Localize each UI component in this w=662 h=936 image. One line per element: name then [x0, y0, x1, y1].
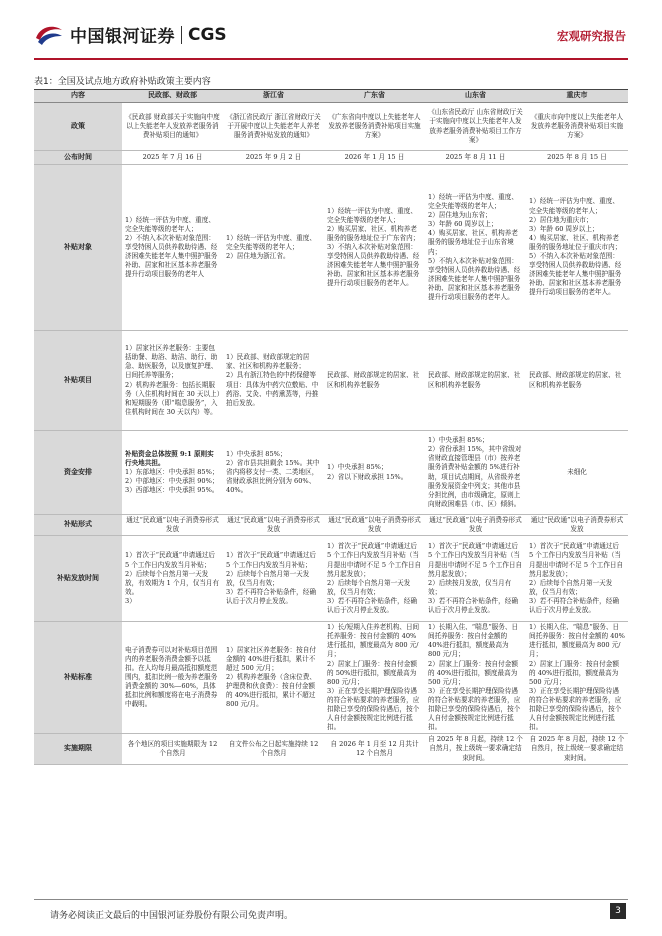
cell-line: 1）首次于“民政通”申请通过后 5 个工作日内发放当月补贴；: [226, 551, 317, 569]
row-header: 补贴形式: [34, 515, 122, 536]
table-cell: [223, 622, 324, 734]
page-header: [0, 0, 662, 58]
cell-line: 5）不纳入本次补贴对象范围：享受特困人员供养救助待遇、经济困难失能老年人集中照护服务补助、居家和社区基本养老服务提升行动项目服务的老年人。: [428, 256, 521, 301]
table-row: [34, 103, 628, 151]
logo-divider: [181, 26, 182, 44]
cell-line: 2）后续按月发放，仅当月有效；: [428, 578, 512, 596]
cell-line: 1）经统一评估为中度、重度、完全失能等级的老年人；: [226, 233, 316, 251]
report-type-label: 宏观研究报告: [557, 29, 626, 43]
table-cell: [223, 165, 324, 331]
column-header: 内容: [34, 90, 122, 103]
table-cell: 《广东省向中度以上失能老年人发放养老服务消费补贴项目实施方案》: [324, 103, 425, 151]
cell-line: 1）经统一评估为中度、重度、完全失能等级的老年人；: [428, 192, 518, 211]
cell-line: 2）后续每个自然月第一天发放，仅当月有效；: [529, 578, 613, 596]
header-rule: [34, 58, 628, 60]
cell-line: 3）正在享受长期护理保险待遇的符合补贴要求的养老服务，应扣除已享受的保险待遇后，按个人自付金额按规定比例进行抵扣。: [428, 686, 521, 732]
cell-line: 1）首次于“民政通”申请通过后 5 个工作日内发放当月补贴（当月提出申请时不足 5 个工作日自然月起发放）；: [327, 542, 422, 578]
cell-line: 1）长/短期入住养老机构、日间托养服务：按自付金额的 40%进行抵扣，额度最高为 800 元/月；: [327, 623, 420, 659]
row-header: 补贴发放时间: [34, 536, 122, 622]
cell-line: 2）机构养老服务（含床位费、护理费和伙食费）：按自付金额的 40%进行抵扣，累计不超过 800 元/月。: [226, 673, 316, 709]
cell-line: 2）居家上门服务：按自付金额的 50%进行抵扣，额度最高为 800 元/月；: [327, 659, 417, 686]
cell-line: 民政部、财政部规定的居家、社区和机构养老服务: [529, 371, 622, 389]
cell-line: 2）居住地为浙江省。: [226, 252, 290, 261]
row-header: 补贴标准: [34, 622, 122, 734]
cell-line: 4）购买居家、社区、机构养老服务的服务地址位于重庆市内；: [529, 233, 622, 251]
table-cell: [425, 165, 526, 331]
table-cell: 通过“民政通”以电子消费券形式发放: [122, 515, 223, 536]
cell-line: 2）居住地为重庆市；: [529, 215, 593, 224]
column-header: 浙江省: [223, 90, 324, 103]
policy-table-container: [34, 89, 628, 765]
table-cell: 通过“民政通”以电子消费券形式发放: [425, 515, 526, 536]
footer-disclaimer: 请务必阅读正文最后的中国银河证券股份有限公司免责声明。: [50, 911, 294, 921]
table-cell: 2025 年 9 月 2 日: [223, 151, 324, 165]
row-header: 公布时间: [34, 151, 122, 165]
company-logo: [34, 22, 227, 47]
table-cell: 自文件公布之日起实施持续 12 个自然月: [223, 734, 324, 764]
table-row: [34, 515, 628, 536]
table-cell: [526, 536, 628, 622]
cell-line: 2）居住地为山东省；: [428, 211, 492, 220]
table-cell: [324, 165, 425, 331]
cell-line: 1）首次于“民政通”申请通过后 5 个工作日内发放当月补贴（当月提出申请时不足 5 个工作日自然月起发放）；: [428, 542, 523, 578]
cell-line: 1）长期入住、“喘息”服务、日间托养服务：按自付金额的 40%进行抵扣，额度最高为 800 元/月；: [428, 623, 519, 659]
cell-line: 2）省份承担 15%，其中省级对省财政直接管理县（市）按养老服务消费补贴金额的 5%进行补助，项目试点期间，从省级养老服务发展资金中列支；其他市县分担比例，由市级确定，原则上向财政困难县（市、区）倾斜。: [428, 445, 522, 508]
policy-table: [34, 89, 628, 765]
cell-line: 3）年龄 60 周岁以上；: [428, 220, 498, 229]
table-cell: 自 2026 年 1 月至 12 月共计 12 个自然月: [324, 734, 425, 764]
table-cell: [223, 431, 324, 515]
table-cell: 《浙江省民政厅 浙江省财政厅关于开展中度以上失能老年人养老服务消费补贴发放的通知》: [223, 103, 324, 151]
table-cell: [324, 536, 425, 622]
cell-line: 2）居家上门服务：按自付金额的 40%进行抵扣，额度最高为 500 元/月；: [428, 659, 518, 686]
table-cell: [324, 622, 425, 734]
table-cell: 《山东省民政厅 山东省财政厅关于实施向中度以上失能老年人发放养老服务消费补贴项目工作方案》: [425, 103, 526, 151]
table-cell: 2026 年 1 月 15 日: [324, 151, 425, 165]
cell-line: 1）经统一评估为中度、重度、完全失能等级的老年人；: [529, 197, 619, 215]
cell-line: 1）长期入住、“喘息”服务、日间托养服务：按自付金额的 40%进行抵扣，额度最高为 800 元/月；: [529, 623, 625, 659]
cell-line: 1）经统一评估为中度、重度、完全失能等级的老年人；: [327, 206, 417, 224]
table-cell: [122, 331, 223, 431]
cell-line: 民政部、财政部规定的居家、社区和机构养老服务: [327, 371, 420, 389]
table-cell: [122, 431, 223, 515]
cell-line: 3）: [125, 596, 136, 605]
column-header: 山东省: [425, 90, 526, 103]
table-cell: 2025 年 8 月 15 日: [526, 151, 628, 165]
cell-line: 3）若不再符合补贴条件，经确认后于次月停止发放。: [327, 596, 417, 614]
cell-line: 民政部、财政部规定的居家、社区和机构养老服务: [428, 371, 521, 389]
table-row: [34, 165, 628, 331]
cell-line: 3）年龄 60 周岁以上；: [529, 224, 599, 233]
row-header: 资金安排: [34, 431, 122, 515]
cell-line: 4）购买居家、社区、机构养老服务的服务地址位于山东省境内；: [428, 229, 518, 256]
cell-line: 3）若不再符合补贴条件，经确认后于次月停止发放。: [226, 587, 316, 605]
page-number: 3: [610, 903, 626, 919]
table-cell: [223, 536, 324, 622]
table-cell: [122, 622, 223, 734]
row-header: 补贴对象: [34, 165, 122, 331]
row-header: 政策: [34, 103, 122, 151]
table-cell: [526, 431, 628, 515]
cell-line: 2）不纳入本次补贴对象范围：享受特困人员供养救助待遇、经济困难失能老年人集中照护服务补助、居家和社区基本养老服务提升行动项目服务的老年人: [125, 233, 218, 279]
table-cell: [425, 431, 526, 515]
table-cell: [526, 622, 628, 734]
cell-line: 3）正在享受长期护理保险待遇的符合补贴要求的养老服务，应扣除已享受的保险待遇后，按个人自付金额按规定比例进行抵扣。: [327, 686, 420, 732]
table-row: [34, 331, 628, 431]
table-cell: 2025 年 8 月 11 日: [425, 151, 526, 165]
table-row: [34, 622, 628, 734]
table-caption: 表1：全国及试点地方政府补贴政策主要内容: [34, 77, 211, 87]
cell-line: 2）具有浙江特色的中药保健等项目：具体为中药穴位敷贴、中药浴、艾灸、中药熏蒸等，丹推拍后发放。: [226, 371, 319, 407]
cell-line: 3）若不再符合补贴条件，经确认后于次月停止发放。: [428, 596, 518, 614]
table-cell: 自 2025 年 8 月起，持续 12 个自然月，按上级统一要求确定结束时间。: [425, 734, 526, 764]
table-cell: [425, 536, 526, 622]
table-row: [34, 734, 628, 764]
table-cell: [526, 165, 628, 331]
table-row: [34, 536, 628, 622]
column-header: 广东省: [324, 90, 425, 103]
logo-cn-text: 中国银河证券: [70, 27, 175, 47]
cell-line: 1）居家社区养老服务：主要包括助餐、助浴、助洁、助行、助急、助医服务，以及康复护理、日间托养等服务；: [125, 344, 218, 380]
table-cell: 《重庆市向中度以上失能老年人发放养老服务消费补贴项目实施方案》: [526, 103, 628, 151]
table-header-row: [34, 90, 628, 103]
cell-line: 5）不纳入本次补贴对象范围：享受特困人员供养救助待遇、经济困难失能老年人集中照护服务补助、居家和社区基本养老服务提升行动项目服务的老年人。: [529, 252, 622, 297]
cell-line: 3）不纳入本次补贴对象范围：享受特困人员供养救助待遇、经济困难失能老年人集中照护服务补助、居家和社区基本养老服务提升行动项目服务的老年人。: [327, 242, 420, 288]
cell-line: 1）首次于“民政通”申请通过后 5 个工作日内发放当月补贴；: [125, 551, 216, 569]
table-row: [34, 151, 628, 165]
cell-line: 1）中央承担 85%；: [428, 436, 489, 445]
cell-line: 1）民政部、财政部规定的居家、社区和机构养老服务；: [226, 353, 310, 371]
logo-swirl-icon: [34, 24, 64, 46]
table-cell: [425, 331, 526, 431]
cell-line: 1）居家社区养老服务：按自付金额的 40%进行抵扣，累计不超过 500 元/月；: [226, 645, 316, 673]
column-header: 民政部、财政部: [122, 90, 223, 103]
table-cell: 2025 年 7 月 16 日: [122, 151, 223, 165]
cell-line: 2）机构养老服务：包括长期服务（入住机构时间在 30 天以上）和短期服务（即“喘息服务”，入住机构时间在 30 天以内）等。: [125, 380, 221, 416]
cell-line: 1）东部地区：中央承担 85%；2）中部地区：中央承担 90%；3）西部地区：中央承担 95%。: [125, 467, 219, 495]
table-cell: [526, 331, 628, 431]
cell-line: 2）购买居家、社区、机构养老服务的服务地址位于广东省内；: [327, 224, 420, 242]
cell-line: 2）后续每个自然月第一天发放，有效期为 1 个月，仅当月有效。: [125, 569, 220, 596]
table-cell: 通过“民政通”以电子消费券形式发放: [324, 515, 425, 536]
column-header: 重庆市: [526, 90, 628, 103]
table-cell: 通过“民政通”以电子消费券形式发放: [223, 515, 324, 536]
table-cell: 各个地区的项目实施期限为 12 个自然月: [122, 734, 223, 764]
cell-line: 未细化: [567, 467, 587, 476]
table-cell: 通过“民政通”以电子消费券形式发放: [526, 515, 628, 536]
cell-line: 电子消费券可以对补贴项目范围内的养老服务消费金额予以抵扣。在人均每月最高抵扣额度范围内，抵扣比例一般为养老服务消费金额的 30%—60%，具体抵扣比例和额度将在电子消费券中载明。: [125, 645, 218, 709]
row-header: 实施期限: [34, 734, 122, 764]
table-cell: [324, 431, 425, 515]
cell-line: 2）省以下财政承担 15%。: [327, 472, 408, 481]
cell-line: 1）中央承担 85%；: [327, 463, 388, 472]
table-cell: [223, 331, 324, 431]
table-cell: [122, 165, 223, 331]
table-cell: [324, 331, 425, 431]
table-cell: 《民政部 财政部关于实施向中度以上失能老年人发放养老服务消费补贴项目的通知》: [122, 103, 223, 151]
table-row: [34, 431, 628, 515]
logo-en-text: CGS: [188, 24, 227, 45]
table-cell: [122, 536, 223, 622]
cell-line: 2）后续每个自然月第一天发放，仅当月有效；: [327, 578, 411, 596]
footer-rule: [34, 899, 628, 900]
cell-line: 1）中央承担 85%；: [226, 449, 287, 458]
row-header: 补贴项目: [34, 331, 122, 431]
cell-line: 1）经统一评估为中度、重度、完全失能等级的老年人；: [125, 215, 215, 233]
table-cell: [425, 622, 526, 734]
table-cell: 自 2025 年 8 月起，持续 12 个自然月，按上级统一要求确定结束时间。: [526, 734, 628, 764]
cell-line: 2）省市县共担剩余 15%。其中省内将移支付一类、二类地区，省财政承担比例分别为 60%、40%。: [226, 458, 320, 495]
cell-line: 补贴资金总体按照 9:1 原则实行央地共担。: [125, 449, 214, 467]
cell-line: 3）正在享受长期护理保险待遇的符合补贴要求的养老服务，应扣除已享受的保险待遇后，按个人自付金额按规定比例进行抵扣。: [529, 686, 622, 732]
cell-line: 2）居家上门服务：按自付金额的 40%进行抵扣，额度最高为 500 元/月；: [529, 659, 619, 686]
cell-line: 3）若不再符合补贴条件，经确认后于次月停止发放。: [529, 596, 619, 614]
cell-line: 1）首次于“民政通”申请通过后 5 个工作日内发放当月补贴（当月提出申请时不足 5 个工作日自然月起发放）；: [529, 542, 624, 578]
cell-line: 2）后续每个自然月第一天发放，仅当月有效；: [226, 569, 310, 587]
